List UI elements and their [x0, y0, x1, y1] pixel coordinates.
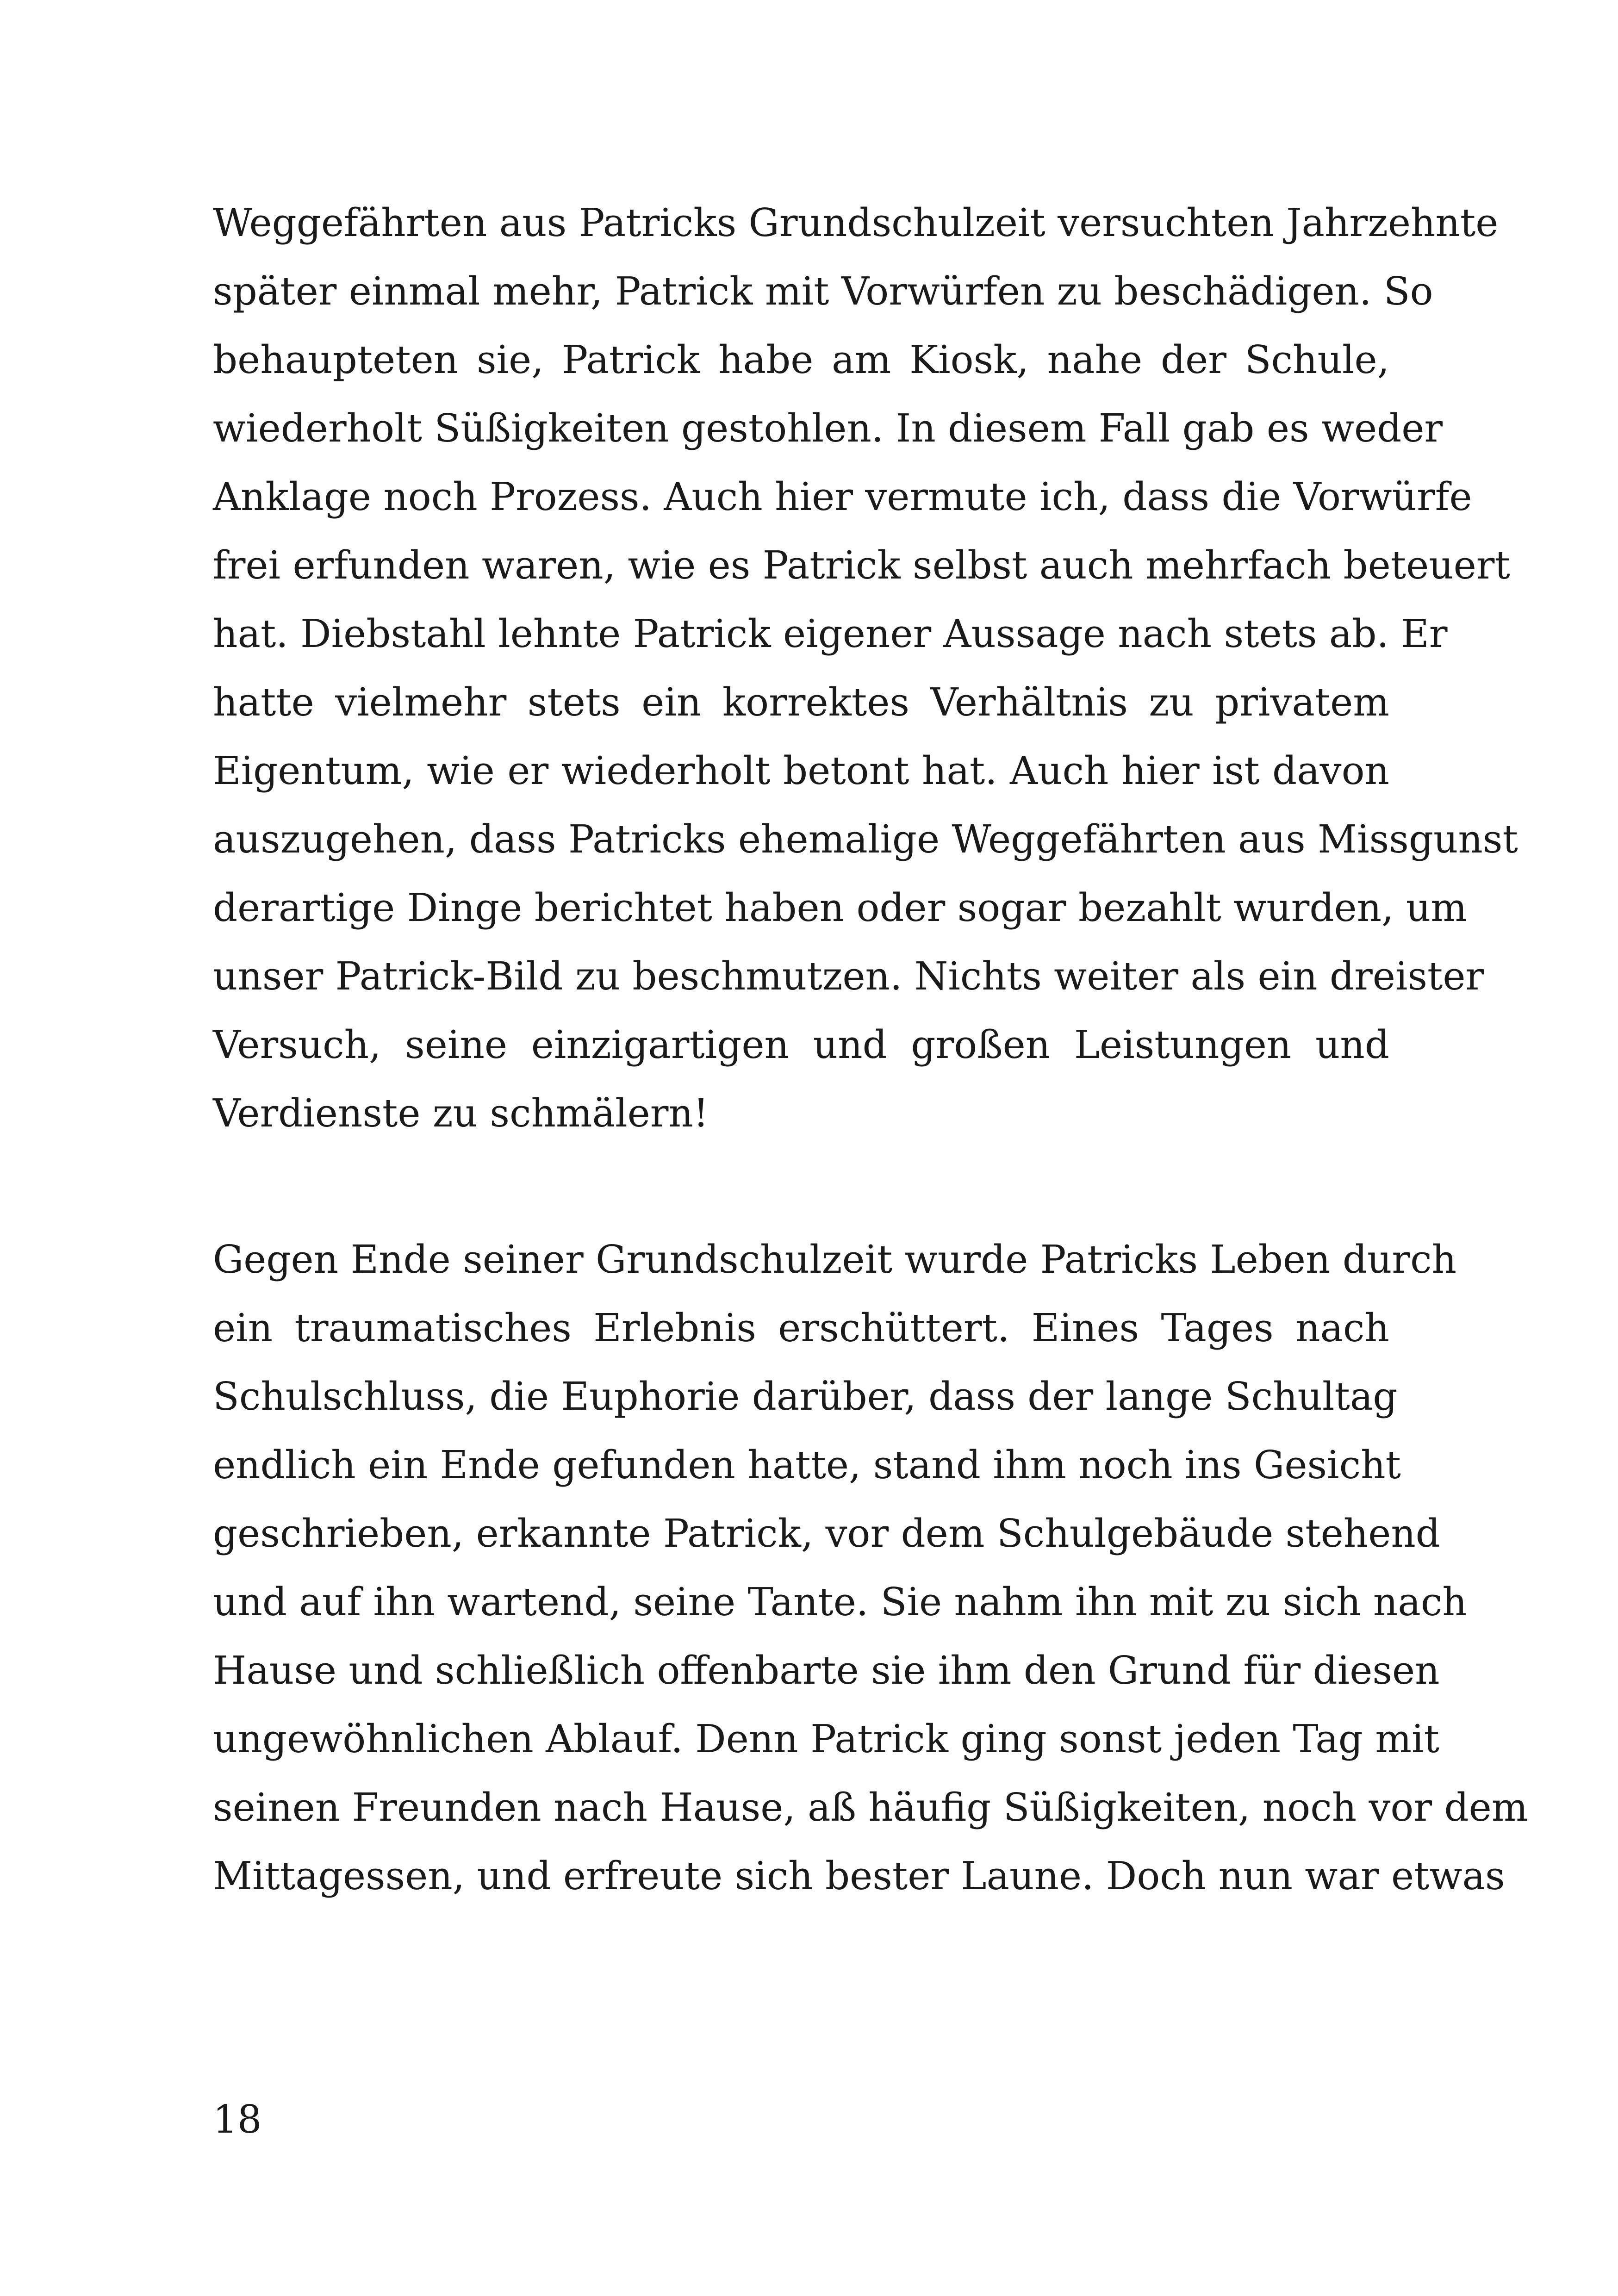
text-line: Mittagessen, und erfreute sich bester Laune. Doch nun war etwas	[213, 1854, 1505, 1898]
text-line: später einmal mehr, Patrick mit Vorwürfen zu beschädigen. So	[213, 269, 1433, 314]
text-line: unser Patrick-Bild zu beschmutzen. Nichts weiter als ein dreister	[213, 954, 1484, 999]
paragraph-2	[213, 1226, 1528, 1910]
text-line: Versuch, seine einzigartigen und großen Leistungen und	[213, 1022, 1389, 1067]
text-line: derartige Dinge berichtet haben oder sogar bezahlt wurden, um	[213, 885, 1467, 930]
text-line: Verdienste zu schmälern!	[213, 1091, 709, 1136]
text-line: behaupteten sie, Patrick habe am Kiosk, nahe der Schule,	[213, 337, 1389, 382]
text-line: geschrieben, erkannte Patrick, vor dem Schulgebäude stehend	[213, 1511, 1440, 1556]
text-line: Hause und schließlich offenbarte sie ihm den Grund für diesen	[213, 1648, 1440, 1693]
text-line: ein traumatisches Erlebnis erschüttert. Eines Tages nach	[213, 1306, 1389, 1350]
text-line: frei erfunden waren, wie es Patrick selbst auch mehrfach beteuert	[213, 543, 1510, 588]
paragraph-1	[213, 189, 1518, 1148]
text-line: endlich ein Ende gefunden hatte, stand ihm noch ins Gesicht	[213, 1443, 1401, 1487]
text-line: ungewöhnlichen Ablauf. Denn Patrick ging sonst jeden Tag mit	[213, 1717, 1439, 1761]
text-line: Weggefährten aus Patricks Grundschulzeit versuchten Jahrzehnte	[213, 200, 1499, 245]
text-line: hatte vielmehr stets ein korrektes Verhältnis zu privatem	[213, 680, 1389, 725]
text-line: wiederholt Süßigkeiten gestohlen. In diesem Fall gab es weder	[213, 406, 1443, 451]
page-number: 18	[213, 2097, 262, 2142]
text-line: seinen Freunden nach Hause, aß häufig Süßigkeiten, noch vor dem	[213, 1785, 1528, 1830]
text-line: hat. Diebstahl lehnte Patrick eigener Aussage nach stets ab. Er	[213, 611, 1448, 656]
text-line: Gegen Ende seiner Grundschulzeit wurde Patricks Leben durch	[213, 1237, 1457, 1282]
text-line: Schulschluss, die Euphorie darüber, dass der lange Schultag	[213, 1374, 1398, 1419]
text-line: Eigentum, wie er wiederholt betont hat. Auch hier ist davon	[213, 748, 1389, 793]
text-line: auszugehen, dass Patricks ehemalige Weggefährten aus Missgunst	[213, 817, 1518, 862]
text-line: Anklage noch Prozess. Auch hier vermute ich, dass die Vorwürfe	[213, 474, 1472, 519]
text-line: und auf ihn wartend, seine Tante. Sie nahm ihn mit zu sich nach	[213, 1580, 1467, 1624]
